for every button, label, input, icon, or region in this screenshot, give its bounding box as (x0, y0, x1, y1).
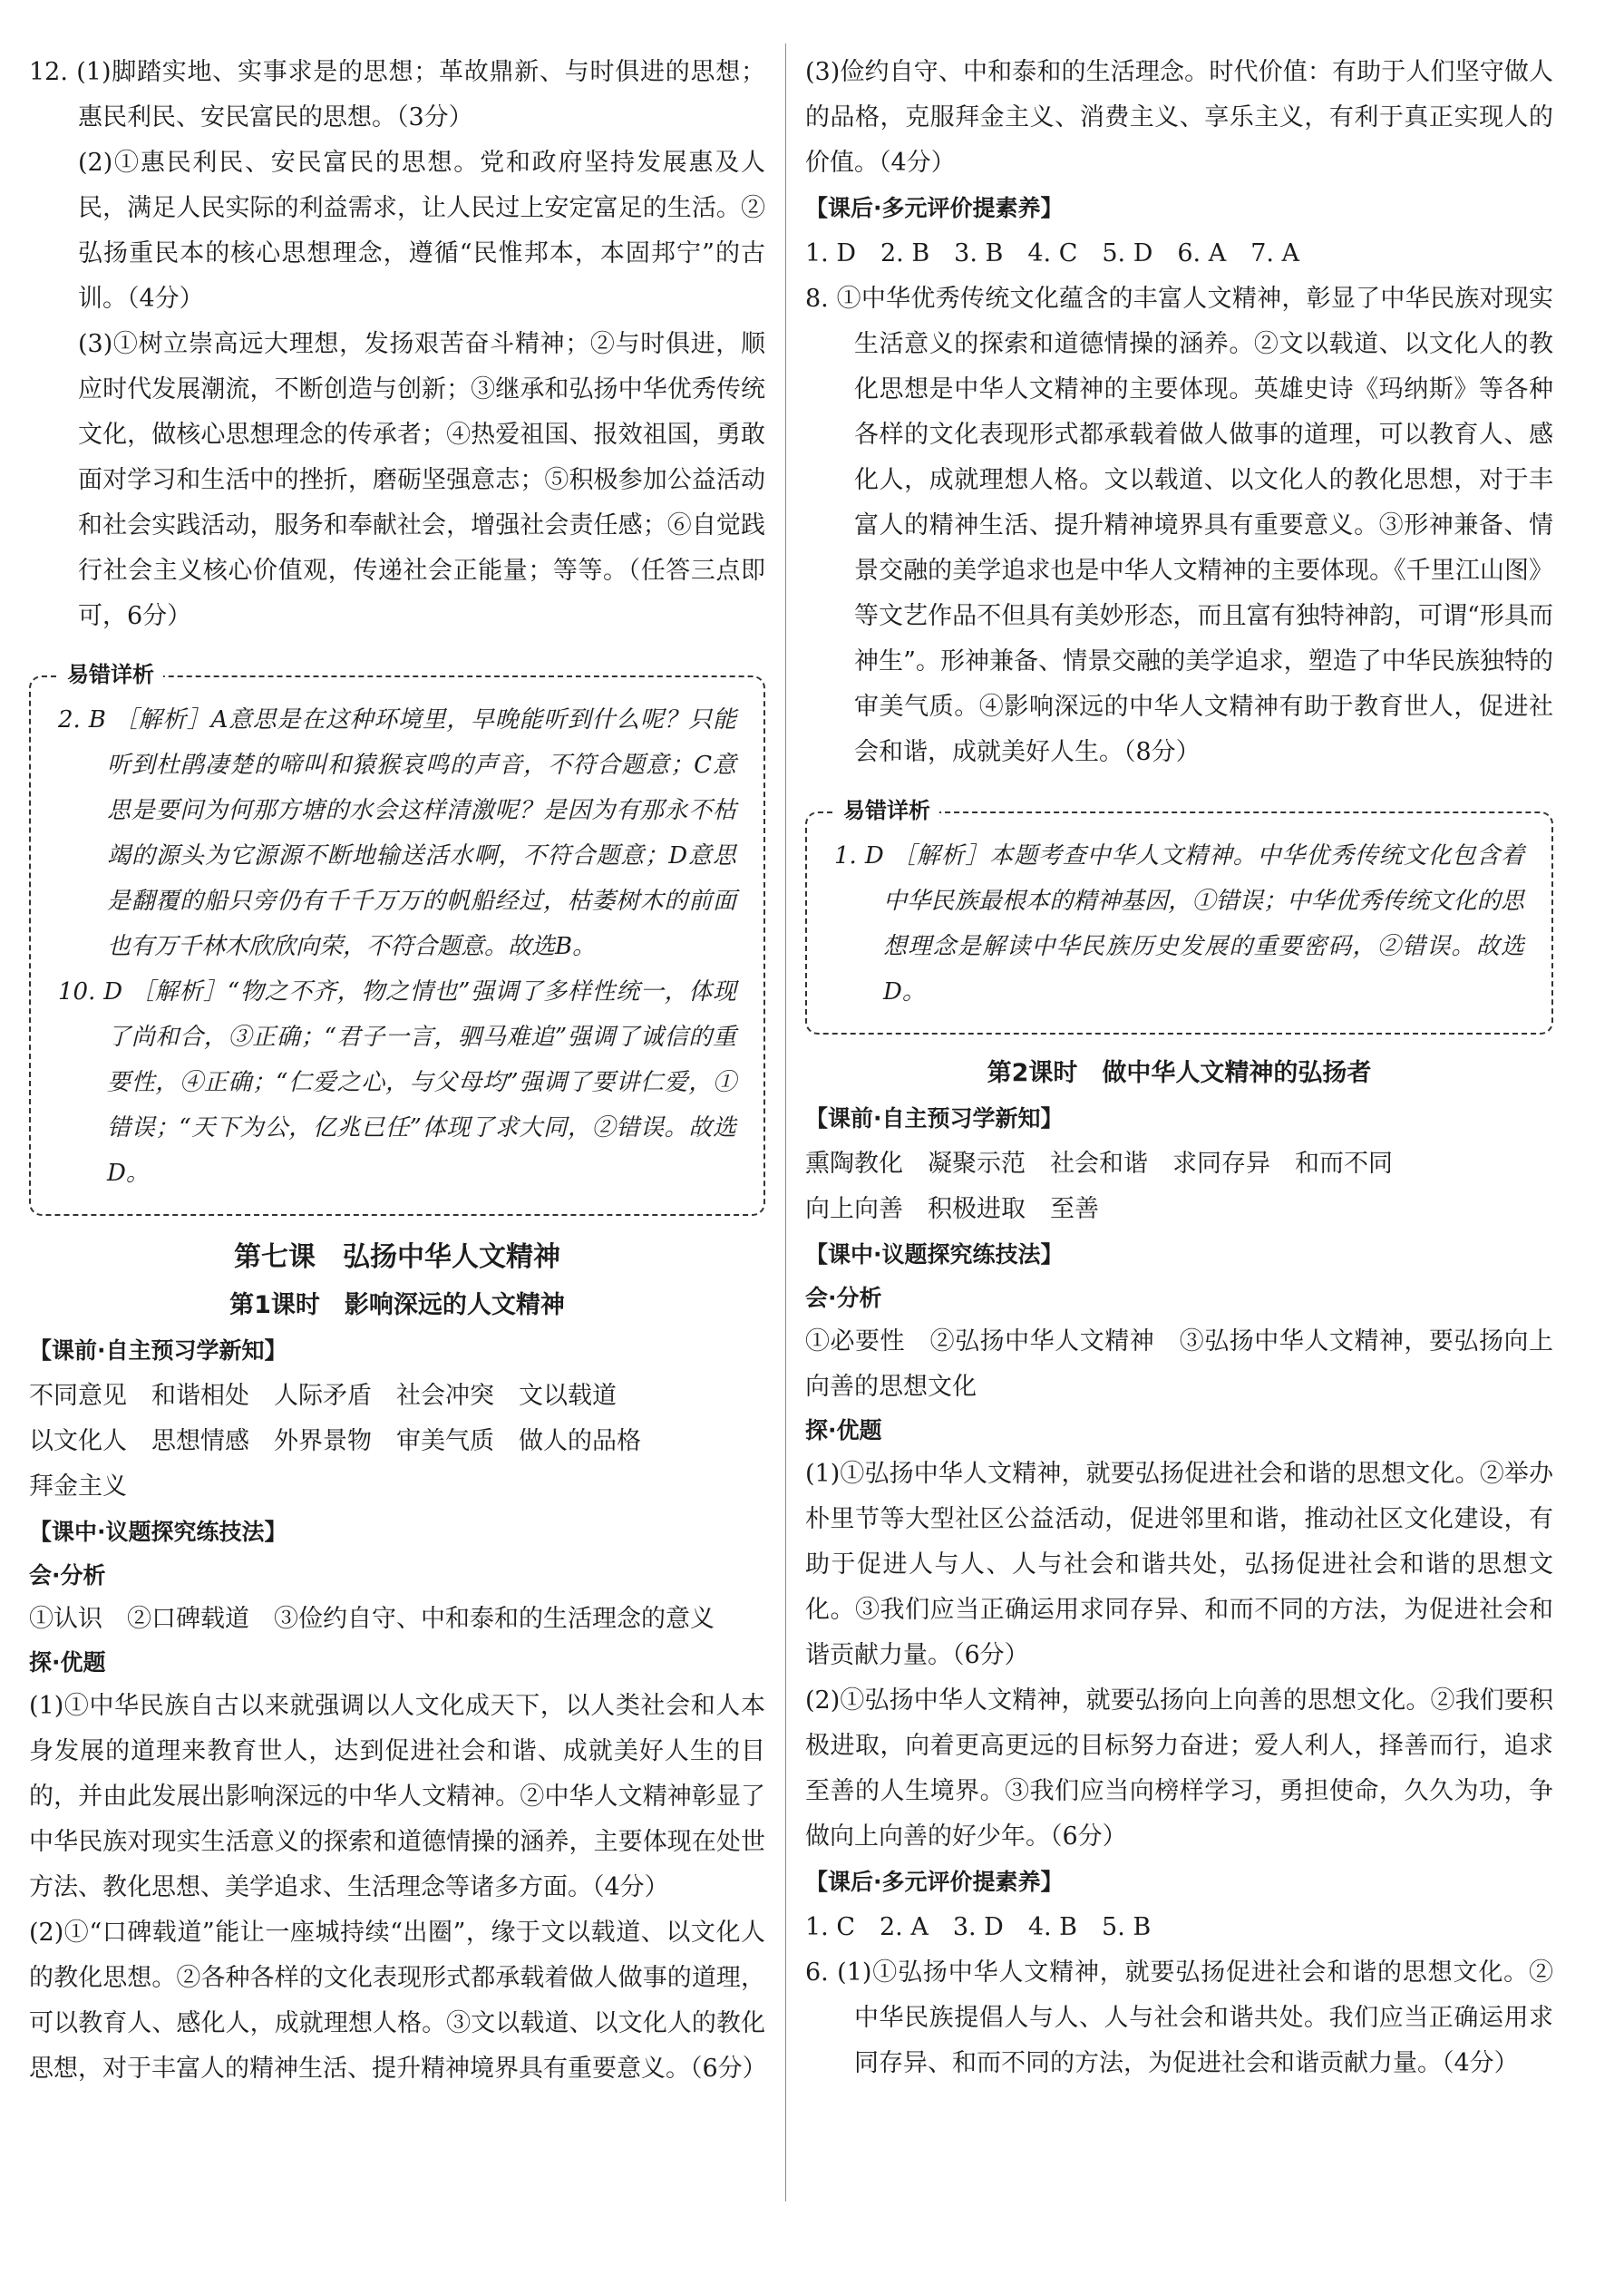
error-analysis-item-1: 1. D ［解析］本题考查中华人文精神。中华优秀传统文化包含着中华民族最根本的精神基因，①错误；中华优秀传统文化的思想理念是解读中华民族历史发展的重要密码，②错误。故选D。 (834, 842, 1524, 1006)
post-class-heading: 【课后·多元评价提素养】 (805, 195, 1064, 221)
right-column (805, 50, 1553, 2086)
period-title: 第1课时 影响深远的人文精神 (229, 1291, 565, 1319)
pre-class-2-line-1: 熏陶教化 凝聚示范 社会和谐 求同存异 和而不同 (805, 1150, 1393, 1178)
q8-answer: 8. ①中华优秀传统文化蕴含的丰富人文精神，彰显了中华民族对现实生活意义的探索和道德情操的涵养。②文以载道、以文化人的教化思想是中华人文精神的主要体现。英雄史诗《玛纳斯》等各种各样的文化表现形式都承载着做人做事的道理，可以教育人、感化人，成就理想人格。文以载道、以文化人的教化思想，对于丰富人的精神生活、提升精神境界具有重要意义。③形神兼备、情景交融的美学追求也是中华人文精神的主要体现。《千里江山图》等文艺作品不但具有美妙形态，而且富有独特神韵，可谓“形具而神生”。形神兼备、情景交融的美学追求，塑造了中华民族独特的审美气质。④影响深远的中华人文精神有助于教育世人，促进社会和谐，成就美好人生。（8分） (805, 285, 1553, 766)
question-2-answer-2: (2)①弘扬中华人文精神，就要弘扬向上向善的思想文化。②我们要积极进取，向着更高更远的目标努力奋进；爱人利人，择善而行，追求至善的人生境界。③我们应当向榜样学习，勇担使命，久久为功，争做向上向善的好少年。（6分） (805, 1686, 1553, 1851)
pre-class-line-2: 以文化人 思想情感 外界景物 审美气质 做人的品格 (29, 1427, 641, 1455)
post-class-answers: 1. D 2. B 3. B 4. C 5. D 6. A 7. A (805, 239, 1300, 267)
analysis-answers: ①认识 ②口碑载道 ③俭约自守、中和泰和的生活理念的意义 (29, 1605, 715, 1633)
in-class-heading: 【课中·议题探究练技法】 (29, 1519, 287, 1545)
pre-class-heading: 【课前·自主预习学新知】 (29, 1337, 287, 1364)
in-class-heading-2: 【课中·议题探究练技法】 (805, 1241, 1064, 1268)
analysis-subheading: 会·分析 (29, 1562, 106, 1589)
lesson-title: 第七课 弘扬中华人文精神 (234, 1241, 560, 1273)
analysis-subheading-2: 会·分析 (805, 1285, 882, 1311)
pre-class-heading-2: 【课前·自主预习学新知】 (805, 1105, 1064, 1132)
error-analysis-box-2 (805, 798, 1553, 1035)
q12-part1: 12. (1)脚踏实地、实事求是的思想；革故鼎新、与时俱进的思想；惠民利民、安民富民的思想。（3分） (29, 58, 765, 131)
pre-class-2-line-2: 向上向善 积极进取 至善 (805, 1195, 1099, 1223)
post-class-heading-2: 【课后·多元评价提素养】 (805, 1869, 1064, 1895)
period-2-title: 第2课时 做中华人文精神的弘扬者 (987, 1059, 1372, 1087)
questions-subheading: 探·优题 (29, 1649, 106, 1676)
error-analysis-item-2: 2. B ［解析］A意思是在这种环境里，早晚能听到什么呢？只能听到杜鹃凄楚的啼叫和猿猴哀鸣的声音，不符合题意；C意思是要问为何那方塘的水会这样清激呢？是因为有那永不枯竭的源头为它源源不断地输送活水啊，不符合题意；D意思是翻覆的船只旁仍有千千万万的帆船经过，枯萎树木的前面也有万千林木欣欣向荣，不符合题意。故选B。 (58, 706, 736, 960)
question-answer-2: (2)①“口碑载道”能让一座城持续“出圈”，缘于文以载道、以文化人的教化思想。②各种各样的文化表现形式都承载着做人做事的道理，可以教育人、感化人，成就理想人格。③文以载道、以文化人的教化思想，对于丰富人的精神生活、提升精神境界具有重要意义。（6分） (29, 1919, 767, 2083)
error-analysis-title: 易错详析 (58, 661, 163, 688)
analysis-answers-2: ①必要性 ②弘扬中华人文精神 ③弘扬中华人文精神，要弘扬向上向善的思想文化 (805, 1327, 1553, 1401)
error-analysis-item-10: 10. D ［解析］“物之不齐，物之情也”强调了多样性统一，体现了尚和合，③正确；“君子一言，驷马难追”强调了诚信的重要性，④正确；“仁爱之心，与父母均”强调了要讲仁爱，①错误；“天下为公，亿兆已任”体现了求大同，②错误。故选D。 (58, 978, 736, 1187)
q6-answer: 6. (1)①弘扬中华人文精神，就要弘扬促进社会和谐的思想文化。②中华民族提倡人与人、人与社会和谐共处。我们应当正确运用求同存异、和而不同的方法，为促进社会和谐贡献力量。（4分） (805, 1958, 1553, 2077)
post-class-2-answers: 1. C 2. A 3. D 4. B 5. B (805, 1913, 1152, 1941)
pre-class-line-3: 拜金主义 (29, 1472, 127, 1501)
questions-subheading-2: 探·优题 (805, 1417, 882, 1443)
column-divider (785, 44, 786, 2201)
q12-part2: (2)①惠民利民、安民富民的思想。党和政府坚持发展惠及人民，满足人民实际的利益需求，让人民过上安定富足的生活。②弘扬重民本的核心思想理念，遵循“民惟邦本，本固邦宁”的古训。（4分） (78, 149, 765, 313)
error-analysis-title-2: 易错详析 (834, 797, 939, 824)
question-answer-3: (3)俭约自守、中和泰和的生活理念。时代价值：有助于人们坚守做人的品格，克服拜金主义、消费主义、享乐主义，有利于真正实现人的价值。（4分） (805, 58, 1553, 177)
pre-class-line-1: 不同意见 和谐相处 人际矛盾 社会冲突 文以载道 (29, 1382, 617, 1410)
left-column (29, 50, 765, 2092)
question-2-answer-1: (1)①弘扬中华人文精神，就要弘扬促进社会和谐的思想文化。②举办朴里节等大型社区公益活动，促进邻里和谐，推动社区文化建设，有助于促进人与人、人与社会和谐共处，弘扬促进社会和谐的思想文化。③我们应当正确运用求同存异、和而不同的方法，为促进社会和谐贡献力量。（6分） (805, 1460, 1553, 1669)
question-answer-1: (1)①中华民族自古以来就强调以人文化成天下，以人类社会和人本身发展的道理来教育世人，达到促进社会和谐、成就美好人生的目的，并由此发展出影响深远的中华人文精神。②中华人文精神彰显了中华民族对现实生活意义的探索和道德情操的涵养，主要体现在处世方法、教化思想、美学追求、生活理念等诸多方面。（4分） (29, 1692, 765, 1901)
error-analysis-box (29, 662, 765, 1216)
q12-part3: (3)①树立崇高远大理想，发扬艰苦奋斗精神；②与时俱进，顺应时代发展潮流，不断创造与创新；③继承和弘扬中华优秀传统文化，做核心思想理念的传承者；④热爱祖国、报效祖国，勇敢面对学习和生活中的挫折，磨砺坚强意志；⑤积极参加公益活动和社会实践活动，服务和奉献社会，增强社会责任感；⑥自觉践行社会主义核心价值观，传递社会正能量；等等。（任答三点即可，6分） (78, 330, 765, 630)
